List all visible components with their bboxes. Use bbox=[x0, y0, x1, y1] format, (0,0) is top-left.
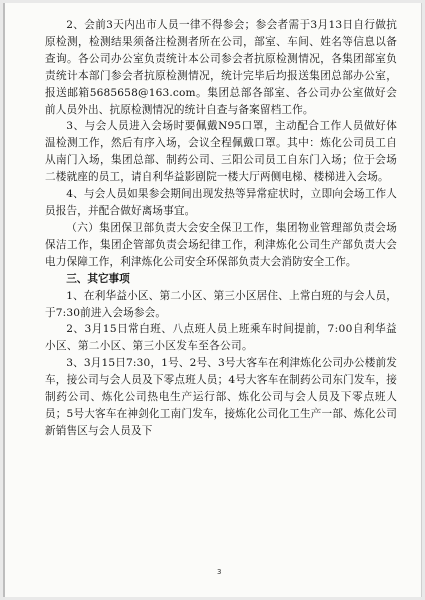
page-number: 3 bbox=[217, 568, 222, 576]
paragraph-residents-arrival: 1、在利华益小区、第二小区、第三小区居住、上常白班的与会人员，于7:30前进入会场参会。 bbox=[45, 289, 397, 319]
document-page bbox=[3, 3, 422, 597]
section-heading-other-matters: 三、其它事项 bbox=[66, 272, 130, 285]
paragraph-security-duties: （六）集团保卫部负责大会安全保卫工作，集团物业管理部负责会场保洁工作，集团企管部负责会场纪律工作，利津炼化公司生产部负责大会电力保障工作，利津炼化公司安全环保部负责大会消防安全工作。 bbox=[45, 221, 397, 268]
paragraph-antigen-testing: 2、会前3天内出市人员一律不得参会；参会者需于3月13日自行做抗原检测，检测结果须备注检测者所在公司，部室、车间、姓名等信息以备查询。各公司办公室负责统计本公司参会者抗原检测情况，各集团部室负责统计本部门参会者抗原检测情况，统计完毕后均报送集团总部办公室，报送邮箱5685658@163.com。集团总部各部室、各公司办公室做好会前人员外出、抗原检测情况的统计自查与备案留档工作。 bbox=[45, 19, 397, 116]
paragraph-entry-rules: 3、与会人员进入会场时要佩戴N95口罩，主动配合工作人员做好体温检测工作，然后有序入场，会议全程佩戴口罩。其中：炼化公司员工自从南门入场，集团总部、制药公司、三阳公司员工自东门入场；位于会场二楼就座的员工，请自利华益影剧院一楼大厅两侧电梯、楼梯进入会场。 bbox=[45, 120, 397, 184]
paragraph-symptom-report: 4、与会人员如果参会期间出现发热等异常症状时，立即向会场工作人员报告，并配合做好离场事宜。 bbox=[45, 188, 397, 217]
paragraph-shift-bus-time: 2、3月15日常白班、八点班人员上班乘车时间提前，7:00自利华益小区、第二小区、第三小区发车至各公司。 bbox=[45, 323, 397, 353]
paragraph-bus-schedule: 3、3月15日7:30，1号、2号、3号大客车在利津炼化公司办公楼前发车，接公司与会人员及下零点班人员；4号大客车在制药公司东门发车，接制药公司、炼化公司热电生产运行部、炼化公司与会人员及下零点班人员；5号大客车在神剑化工南门发车，接炼化公司化工生产一部、炼化公司新销售区与会人员及下 bbox=[45, 357, 397, 437]
document-body bbox=[45, 17, 397, 440]
